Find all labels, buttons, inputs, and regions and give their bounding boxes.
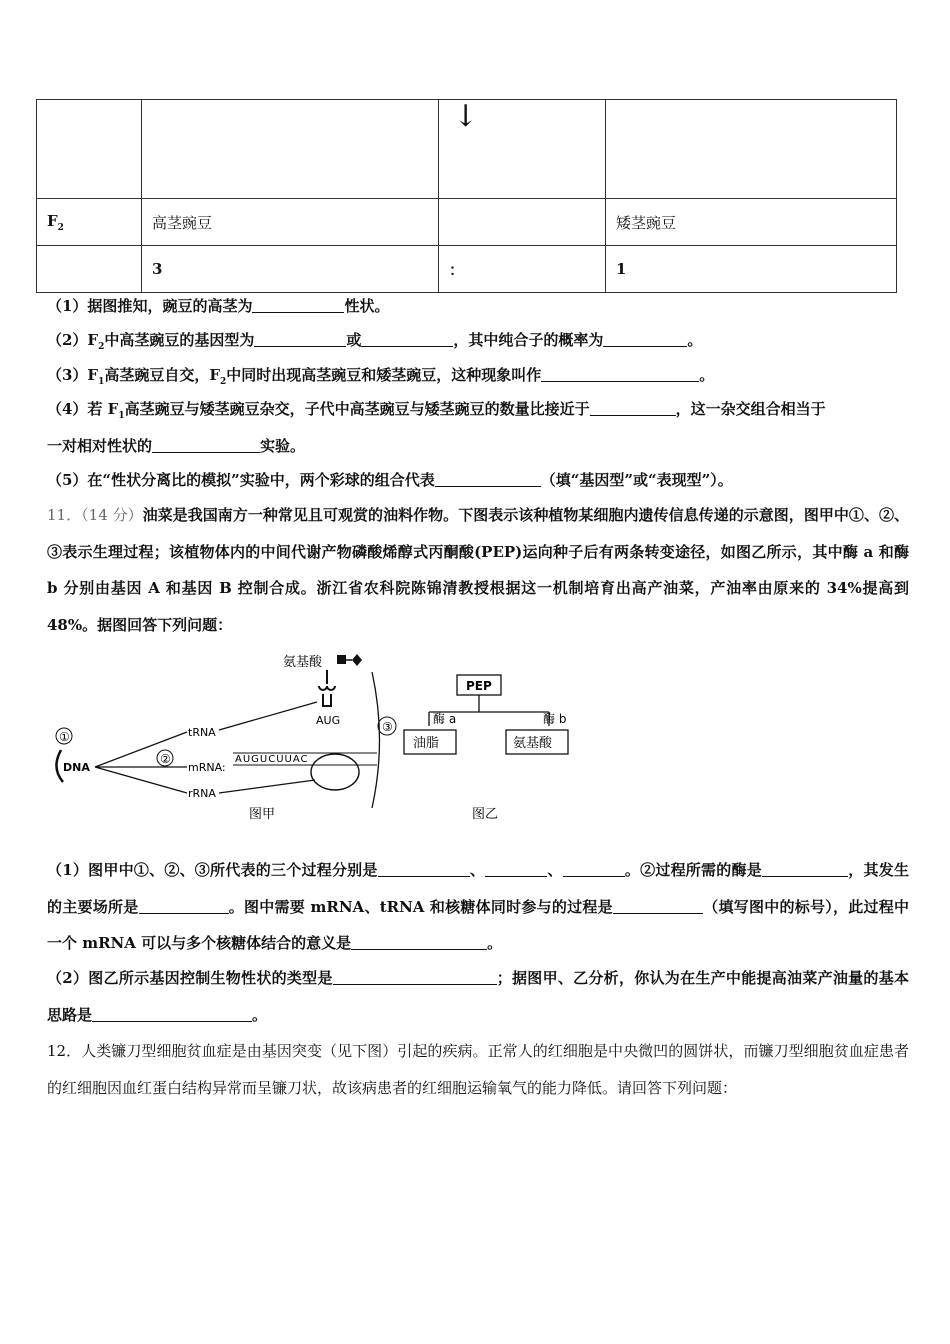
answer-blank[interactable] — [603, 332, 687, 347]
process-3-label: ③ — [382, 720, 393, 734]
table-cell — [606, 100, 897, 199]
brace — [372, 672, 380, 808]
tall-count: 3 — [142, 246, 439, 293]
amino-acid-product-label: 氨基酸 — [513, 736, 553, 751]
table-cell — [37, 246, 142, 293]
ribosome-icon — [311, 754, 359, 790]
answer-blank[interactable] — [563, 862, 625, 877]
table-cell — [37, 100, 142, 199]
amino-acid-label: 氨基酸 — [283, 655, 323, 670]
answer-blank[interactable] — [613, 899, 703, 914]
trna-icon — [319, 670, 335, 706]
question-11-intro: 11．（14 分）油菜是我国南方一种常见且可观赏的油料作物。下图表示该种植物某细胞内遗传信息传递的示意图，图甲中①、②、③表示生理过程；该植物体内的中间代谢产物磷酸烯醇式丙酮酸(PEP)运向种子后有两条转变途径，如图乙所示，其中酶 a 和酶 b 分别由基因 A 和基因 B 控制合成。浙江省农科院陈锦清教授根据这一机制培育出高产油菜，产油率由原来的 34%提高到 48%。据图回答下列问题： — [47, 506, 909, 634]
answer-blank[interactable] — [333, 970, 497, 985]
ratio-separator: ： — [439, 246, 606, 293]
question-10-2: $(2)F_2$中高茎豌豆的基因型为 或 ，其中纯合子的概率为 。 — [47, 331, 703, 352]
answer-blank[interactable] — [139, 899, 229, 914]
answer-blank[interactable] — [252, 298, 344, 313]
answer-blank[interactable] — [361, 332, 453, 347]
question-10-4: （4）若 $F_1$高茎豌豆与矮茎豌豆杂交，子代中高茎豌豆与矮茎豌豆的数量比接近于 ，这一杂交组合相当于 — [47, 400, 826, 421]
figure-a-caption: 图甲 — [249, 807, 276, 822]
gene-expression-diagram — [47, 650, 587, 830]
answer-blank[interactable] — [92, 1007, 252, 1022]
answer-blank[interactable] — [254, 332, 346, 347]
question-10-1: （1）据图推知，豌豆的高茎为 性状。 — [47, 297, 390, 315]
mrna-sequence: AUGUCUUAC — [235, 754, 309, 765]
pep-label: PEP — [466, 679, 492, 693]
short-pea-cell: 矮茎豌豆 — [606, 199, 897, 246]
answer-blank[interactable] — [541, 367, 699, 382]
genetics-table — [36, 99, 897, 293]
table-cell — [439, 199, 606, 246]
down-arrow-icon: ↓ — [453, 99, 479, 134]
answer-blank[interactable] — [351, 935, 487, 950]
dna-label: DNA — [63, 761, 90, 774]
enzyme-a-label: 酶 a — [433, 712, 457, 726]
amino-acid-square — [337, 655, 346, 664]
short-count: 1 — [606, 246, 897, 293]
table-row — [37, 246, 897, 293]
mrna-label: mRNA: — [188, 761, 226, 774]
table-row — [37, 199, 897, 246]
tall-pea-cell: 高茎豌豆 — [142, 199, 439, 246]
transcription-arrows — [95, 732, 187, 793]
answer-blank[interactable] — [378, 862, 470, 877]
question-10-5: （5）在“性状分离比的模拟”实验中，两个彩球的组合代表 （填“基因型”或“表现型”）。 — [47, 471, 733, 489]
question-12: 12．人类镰刀型细胞贫血症是由基因突变（见下图）引起的疾病。正常人的红细胞是中央微凹的圆饼状，而镰刀型细胞贫血症患者的红细胞因血红蛋白结构异常而呈镰刀状，故该病患者的红细胞运输氧气的能力降低。请回答下列问题： — [47, 1042, 909, 1097]
question-10-3: $(3)F_1$高茎豌豆自交，$F_2$中同时出现高茎豌豆和矮茎豌豆，这种现象叫作 。 — [47, 366, 715, 387]
process-2-label: ② — [160, 752, 171, 766]
table-cell — [439, 100, 606, 199]
table-cell — [142, 100, 439, 199]
answer-blank[interactable] — [762, 862, 848, 877]
enzyme-b-label: 酶 b — [543, 712, 567, 726]
answer-blank[interactable] — [152, 438, 260, 453]
answer-blank[interactable] — [485, 862, 547, 877]
trna-label: tRNA — [188, 726, 216, 739]
table-row — [37, 100, 897, 199]
answer-blank[interactable] — [435, 472, 541, 487]
question-10-4-cont: 一对相对性状的 实验。 — [47, 437, 306, 455]
rrna-label: rRNA — [188, 787, 216, 800]
question-11-1: （1）图甲中①、②、③所代表的三个过程分别是 、 、 。②过程所需的酶是 ，其发生的主要场所是 。图中需要 mRNA、tRNA 和核糖体同时参与的过程是 （填写图中的标号），此过程中一个 mRNA 可以与多个核糖体结合的意义是 。 — [47, 861, 909, 952]
process-1-label: ① — [59, 730, 70, 744]
answer-blank[interactable] — [590, 401, 676, 416]
anticodon-label: AUG — [316, 714, 341, 727]
figure-b-caption: 图乙 — [472, 807, 499, 822]
oil-label: 油脂 — [413, 736, 440, 751]
amino-acid-diamond — [352, 654, 362, 666]
assembly-arrows — [219, 702, 317, 793]
question-11-2: （2）图乙所示基因控制生物性状的类型是 ；据图甲、乙分析，你认为在生产中能提高油菜产油量的基本思路是 。 — [47, 969, 909, 1024]
generation-label: $F_2$ — [37, 199, 142, 246]
